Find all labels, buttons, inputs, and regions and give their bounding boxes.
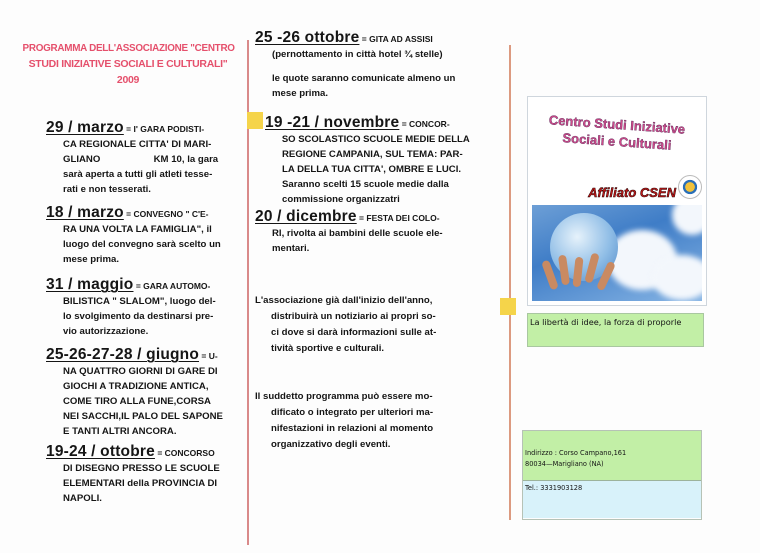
event-text: mese prima. (272, 88, 328, 99)
motto-box: La libertà di idee, la forza di proporle (527, 313, 704, 347)
event-date: 19 -21 / novembre (265, 114, 400, 131)
event-lead: GITA AD ASSISI (369, 34, 433, 44)
phone: Tel.: 3331903128 (523, 481, 701, 518)
event-text: (pernottamento in città hotel ¾ stelle) (272, 49, 443, 60)
program-title (22, 40, 234, 88)
event-heading (46, 345, 236, 364)
fold-line-right (509, 45, 511, 520)
separator: = (359, 34, 370, 44)
event-lead: CONVEGNO " C'E- (133, 209, 209, 219)
event-date: 31 / maggio (46, 276, 134, 293)
event-date: 18 / marzo (46, 204, 124, 221)
event-text: vio autorizzazione. (63, 326, 149, 337)
paragraph-line: dificato o integrato per ulteriori ma- (271, 407, 434, 418)
address-line: 80034—Marigliano (NA) (525, 460, 604, 468)
address-line: Indirizzo : Corso Campano,161 (525, 449, 627, 457)
paragraph-first-line: Il suddetto programma può essere mo- (255, 391, 433, 402)
event-heading (46, 442, 236, 461)
event-text: REGIONE CAMPANIA, SUL TEMA: PAR- (282, 149, 463, 160)
title-line: STUDI INIZIATIVE SOCIALI E CULTURALI" (28, 58, 228, 70)
cover-image (527, 96, 707, 306)
event-text: BILISTICA " SLALOM", luogo del- (63, 296, 216, 307)
event-item (255, 28, 470, 101)
separator: = (154, 448, 165, 458)
event-text: RA UNA VOLTA LA FAMIGLIA", il (63, 224, 212, 235)
event-item (255, 207, 470, 256)
event-text: CA REGIONALE CITTA' DI MARI- (63, 139, 212, 150)
info-paragraph (255, 389, 470, 453)
event-text (255, 62, 470, 71)
yellow-marker (500, 298, 516, 315)
event-heading (46, 118, 236, 137)
event-lead: FESTA DEI COLO- (366, 213, 440, 223)
paragraph-line: ci dove si darà informazioni sulle at- (271, 327, 437, 338)
event-date: 20 / dicembre (255, 208, 357, 225)
event-item (46, 345, 236, 439)
event-text: GLIANO KM 10, la gara (63, 154, 219, 165)
event-text: SO SCOLASTICO SCUOLE MEDIE DELLA (281, 134, 470, 145)
event-heading (265, 113, 470, 132)
logo-text: Centro Studi Iniziative (548, 112, 686, 137)
event-text: ELEMENTARI della PROVINCIA DI (63, 478, 218, 489)
event-lead: I' GARA PODISTI- (133, 124, 205, 134)
csen-logo-icon (678, 175, 702, 199)
event-text: NAPOLI. (63, 493, 102, 504)
event-item (46, 118, 236, 197)
event-item (46, 442, 236, 506)
contact-box (522, 430, 702, 520)
globe-hands-picture (532, 205, 702, 301)
event-text: LA DELLA TUA CITTA', OMBRE E LUCI. (282, 164, 462, 175)
yellow-marker (247, 112, 263, 129)
event-heading (46, 203, 236, 222)
logo-text: Sociali e Culturali (562, 130, 672, 153)
event-text: DI DISEGNO PRESSO LE SCUOLE (63, 463, 220, 474)
event-text: COME TIRO ALLA FUNE,CORSA (63, 396, 211, 407)
event-date: 19-24 / ottobre (46, 443, 155, 460)
event-heading (255, 28, 470, 47)
separator: = (123, 209, 134, 219)
paragraph-line: distribuirà un notiziario ai propri so- (271, 311, 436, 322)
separator: = (133, 281, 144, 291)
title-line: PROGRAMMA DELL'ASSOCIAZIONE "CENTRO (22, 42, 235, 54)
separator: = (399, 119, 410, 129)
event-date: 25 -26 ottobre (255, 29, 360, 46)
paragraph-line: tività sportive e culturali. (271, 343, 385, 354)
event-item (265, 113, 470, 207)
event-text: E TANTI ALTRI ANCORA. (63, 426, 177, 437)
separator: = (199, 351, 209, 361)
event-text: GIOCHI A TRADIZIONE ANTICA, (63, 381, 209, 392)
separator: = (356, 213, 367, 223)
event-text: lo svolgimento da destinarsi pre- (63, 311, 214, 322)
title-year: 2009 (116, 74, 140, 86)
event-text: sarà aperta a tutti gli atleti tesse- (63, 169, 213, 180)
paragraph-line: nifestazioni in relazioni al momento (271, 423, 434, 434)
event-text: RI, rivolta ai bambini delle scuole ele- (272, 228, 443, 239)
event-text: rati e non tesserati. (63, 184, 151, 195)
event-text: commissione organizzatri (282, 194, 400, 205)
separator: = (123, 124, 134, 134)
event-lead: GARA AUTOMO- (143, 281, 211, 291)
event-heading (46, 275, 236, 294)
event-text: luogo del convegno sarà scelto un (63, 239, 221, 250)
event-heading (255, 207, 470, 226)
paragraph-line: organizzativo degli eventi. (271, 439, 391, 450)
event-date: 29 / marzo (46, 119, 124, 136)
event-lead: CONCOR- (409, 119, 450, 129)
event-lead: U- (208, 351, 218, 361)
event-item (46, 203, 236, 267)
event-text: mese prima. (63, 254, 119, 265)
paragraph-first-line: L'associazione già dall'inizio dell'anno, (255, 295, 433, 306)
event-text: mentari. (272, 243, 310, 254)
event-date: 25-26-27-28 / giugno (46, 346, 200, 363)
event-lead: CONCORSO (164, 448, 215, 458)
event-text: Saranno scelti 15 scuole medie dalla (282, 179, 449, 190)
event-text: NA QUATTRO GIORNI DI GARE DI (63, 366, 218, 377)
affiliation-label: Affiliato CSEN (588, 185, 676, 200)
event-text: NEI SACCHI,IL PALO DEL SAPONE (63, 411, 223, 422)
event-item (46, 275, 236, 339)
info-paragraph (255, 293, 470, 357)
event-text: le quote saranno comunicate almeno un (272, 73, 456, 84)
